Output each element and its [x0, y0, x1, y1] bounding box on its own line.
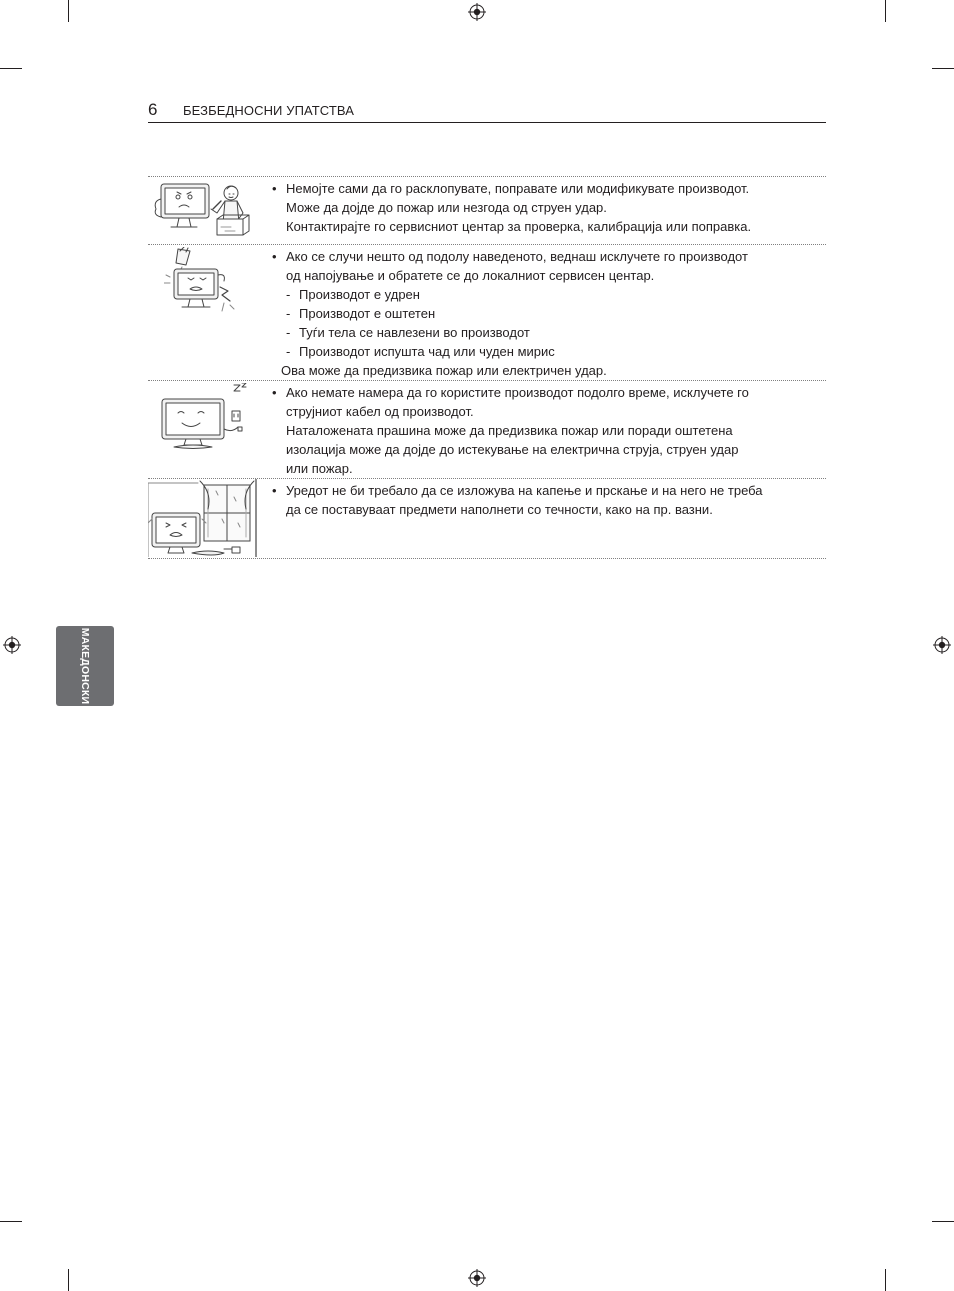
safety-instructions-table — [148, 176, 826, 559]
illustration — [148, 479, 260, 557]
instruction-line: струјниот кабел од производот. — [286, 404, 474, 419]
section-title: БЕЗБЕДНОСНИ УПАТСТВА — [183, 103, 355, 118]
crop-mark — [932, 1221, 954, 1222]
bullet: • — [272, 181, 277, 196]
instruction-line: Контактирајте го сервисниот центар за проверка, калибрација или поправка. — [286, 219, 752, 234]
page-header — [148, 100, 826, 123]
crop-mark — [0, 1221, 22, 1222]
instruction-line: • Уредот не би требало да се изложува на капење и прскање и на него не треба — [272, 483, 763, 498]
bullet: • — [272, 249, 277, 264]
bullet: • — [272, 483, 277, 498]
bullet: • — [272, 385, 277, 400]
crop-mark — [885, 1269, 886, 1291]
registration-mark-icon — [468, 3, 486, 21]
instruction-line: да се поставуваат предмети наполнети со течности, како на пр. вазни. — [286, 502, 713, 517]
registration-mark-icon — [933, 636, 951, 654]
illustration — [158, 383, 270, 451]
instruction-line: • Немојте сами да го расклопувате, поправате или модификувате производот. — [272, 181, 750, 196]
crop-mark — [932, 68, 954, 69]
instruction-line: или пожар. — [286, 461, 353, 476]
crop-mark — [68, 1269, 69, 1291]
language-tab-label: МАКЕДОНСКИ — [79, 627, 91, 705]
dash: - — [286, 344, 291, 359]
instruction-text — [272, 479, 826, 519]
instruction-text — [272, 245, 826, 380]
instruction-line: изолација може да дојде до истекување на електрична струја, струен удар — [286, 442, 739, 457]
registration-mark-icon — [468, 1269, 486, 1287]
instruction-text — [272, 381, 826, 478]
language-tab — [56, 626, 114, 706]
registration-mark-icon — [3, 636, 21, 654]
instruction-subitem: - Производот испушта чад или чуден мирис — [286, 344, 555, 359]
tv-damaged-drop-icon — [164, 247, 254, 317]
crop-mark — [885, 0, 886, 22]
instruction-line: • Ако немате намера да го користите производот подолго време, исклучете го — [272, 385, 749, 400]
dash: - — [286, 287, 291, 302]
tv-window-water-icon — [148, 479, 260, 557]
illustration — [151, 179, 263, 239]
instruction-subitem: - Туѓи тела се навлезени во производот — [286, 325, 530, 340]
instruction-line: Може да дојде до пожар или незгода од струен удар. — [286, 200, 607, 215]
crop-mark — [68, 0, 69, 22]
instruction-row — [148, 177, 826, 245]
instruction-row — [148, 479, 826, 559]
crop-mark — [0, 68, 22, 69]
tv-repair-person-icon — [151, 179, 263, 239]
page-number: 6 — [148, 100, 158, 119]
instruction-line: Ова може да предизвика пожар или електричен удар. — [281, 363, 607, 378]
illustration — [164, 247, 276, 317]
instruction-row — [148, 381, 826, 479]
instruction-row — [148, 245, 826, 381]
instruction-line: од напојување и обратете се до локалниот сервисен центар. — [286, 268, 655, 283]
dash: - — [286, 325, 291, 340]
instruction-line: Наталожената прашина може да предизвика пожар или поради оштетена — [286, 423, 733, 438]
instruction-text — [272, 177, 826, 236]
tv-sleep-unplugged-icon — [158, 383, 258, 451]
instruction-line: • Ако се случи нешто од подолу наведеното, веднаш исклучете го производот — [272, 249, 748, 264]
dash: - — [286, 306, 291, 321]
instruction-subitem: - Производот е удрен — [286, 287, 420, 302]
instruction-subitem: - Производот е оштетен — [286, 306, 436, 321]
